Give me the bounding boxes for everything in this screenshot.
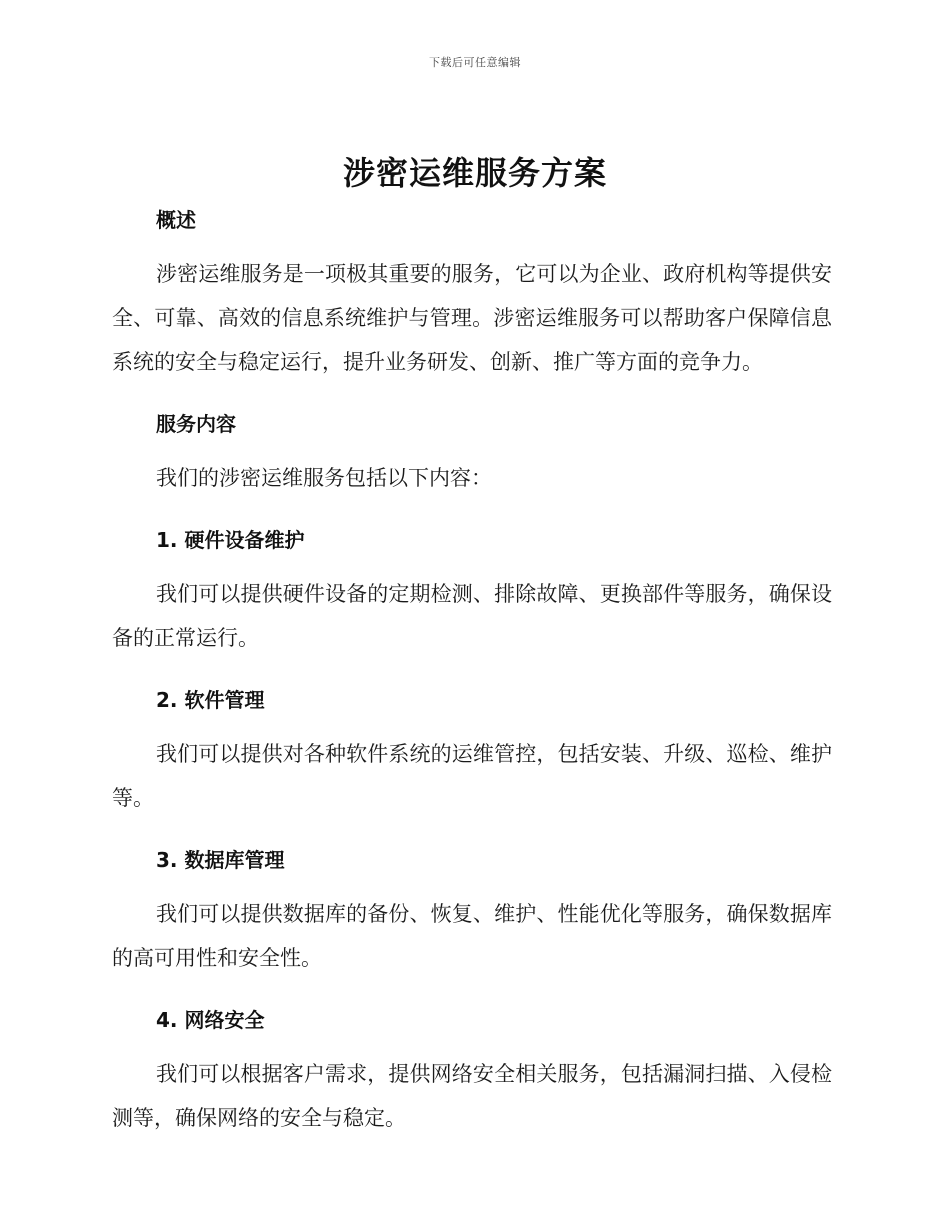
section-heading: 4. 网络安全	[156, 1008, 265, 1032]
section-heading: 概述	[156, 208, 196, 232]
section-overview	[112, 200, 832, 384]
section-heading: 3. 数据库管理	[156, 848, 285, 872]
section-heading: 1. 硬件设备维护	[156, 528, 305, 552]
section-paragraph: 我们可以提供数据库的备份、恢复、维护、性能优化等服务，确保数据库的高可用性和安全性。	[112, 902, 832, 970]
section-paragraph: 我们可以提供硬件设备的定期检测、排除故障、更换部件等服务，确保设备的正常运行。	[112, 582, 832, 650]
section-hardware	[112, 520, 832, 660]
section-paragraph: 我们可以根据客户需求，提供网络安全相关服务，包括漏洞扫描、入侵检测等，确保网络的安全与稳定。	[112, 1062, 832, 1130]
header-note: 下载后可任意编辑	[429, 56, 521, 69]
section-database	[112, 840, 832, 980]
section-heading: 服务内容	[156, 412, 236, 436]
section-network-security	[112, 1000, 832, 1140]
document-body	[112, 200, 832, 1140]
document-title: 涉密运维服务方案	[342, 154, 607, 192]
section-paragraph: 涉密运维服务是一项极其重要的服务，它可以为企业、政府机构等提供安全、可靠、高效的信息系统维护与管理。涉密运维服务可以帮助客户保障信息系统的安全与稳定运行，提升业务研发、创新、推广等方面的竞争力。	[112, 262, 832, 374]
section-paragraph: 我们可以提供对各种软件系统的运维管控，包括安装、升级、巡检、维护等。	[112, 742, 832, 810]
section-paragraph: 我们的涉密运维服务包括以下内容：	[156, 466, 492, 490]
section-software	[112, 680, 832, 820]
section-heading: 2. 软件管理	[156, 688, 265, 712]
section-service-content	[112, 404, 832, 500]
